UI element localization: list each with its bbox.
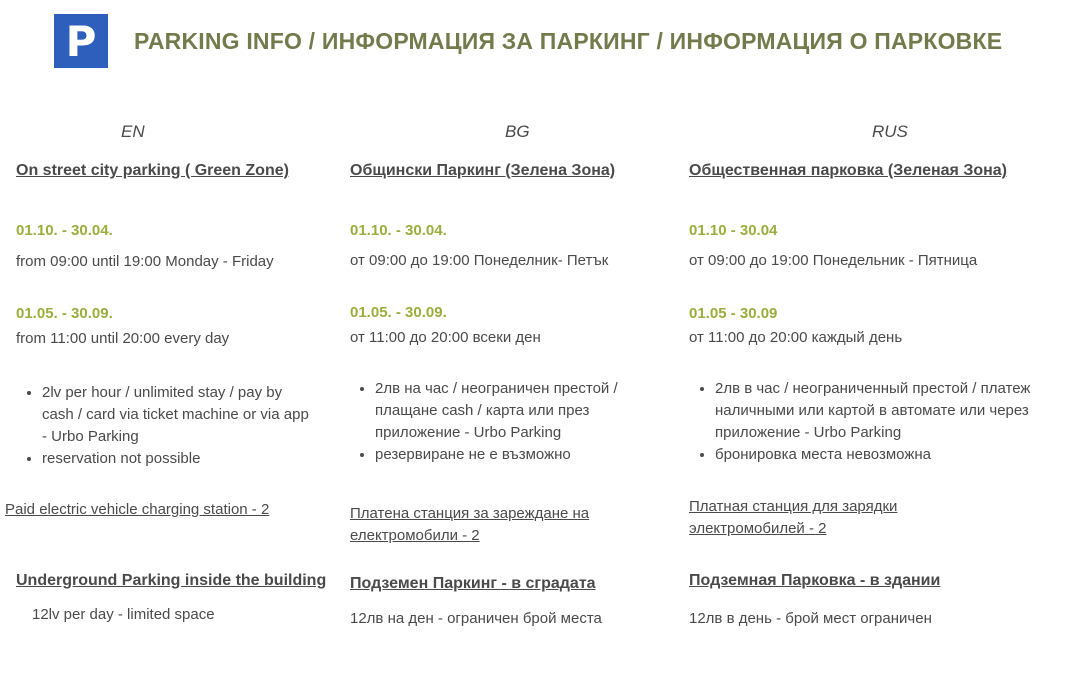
summer-hours: от 11:00 до 20:00 всеки ден (350, 329, 541, 346)
list-item: • reservation not possible (42, 448, 312, 470)
charging-station-text: Платная станция для зарядки электромобилей - 2 (689, 498, 898, 537)
underground-price: 12лв в день - брой мест ограничен (689, 610, 932, 627)
underground-price: 12лв на ден - ограничен брой места (350, 610, 602, 627)
list-item: • резервиране не е възможно (375, 444, 675, 466)
charging-station-text: Paid electric vehicle charging station - 2 (5, 501, 270, 518)
list-item: • 2lv per hour / unlimited stay / pay by cash / card via ticket machine or via app - Urbo Parking (42, 382, 312, 448)
summer-dates: 01.05. - 30.09. (16, 305, 113, 322)
summer-dates: 01.05 - 30.09 (689, 305, 778, 322)
street-parking-heading: Общински Паркинг (Зелена Зона) (350, 162, 616, 179)
street-parking-heading: Общественная парковка (Зеленая Зона) (689, 162, 1008, 179)
underground-price: 12lv per day - limited space (32, 606, 215, 623)
list-item: • 2лв на час / неограничен престой / плащане cash / карта или през приложение - Urbo Parking (375, 378, 675, 444)
underground-parking-heading: Подземная Парковка - в здании (689, 572, 941, 589)
rates-list (689, 378, 1080, 466)
rates-list (16, 382, 312, 470)
list-item: • бронировка места невозможна (715, 444, 1080, 466)
summer-dates: 01.05. - 30.09. (350, 304, 447, 321)
rates-list (349, 378, 675, 466)
language-label-en: EN (121, 122, 145, 141)
page-title: PARKING INFO / ИНФОРМАЦИЯ ЗА ПАРКИНГ / ИНФОРМАЦИЯ О ПАРКОВКЕ (134, 28, 1003, 54)
winter-hours: от 09:00 до 19:00 Понеделник- Петък (350, 252, 609, 269)
underground-parking-heading: Underground Parking inside the building (16, 572, 327, 589)
language-label-ru: RUS (872, 122, 908, 141)
winter-dates: 01.10. - 30.04. (350, 222, 447, 239)
winter-hours: от 09:00 до 19:00 Понедельник - Пятница (689, 252, 978, 269)
parking-logo-icon: P (54, 14, 108, 68)
list-item: • 2лв в час / неограниченный престой / платеж наличными или картой в автомате или через приложение - Urbo Parking (715, 378, 1080, 444)
winter-dates: 01.10. - 30.04. (16, 222, 113, 239)
language-label-bg: BG (505, 122, 530, 141)
winter-dates: 01.10 - 30.04 (689, 222, 778, 239)
charging-station-text: Платена станция за зареждане на електромобили - 2 (350, 505, 590, 544)
winter-hours: from 09:00 until 19:00 Monday - Friday (16, 253, 274, 270)
summer-hours: от 11:00 до 20:00 каждый день (689, 329, 903, 346)
summer-hours: from 11:00 until 20:00 every day (16, 330, 230, 347)
street-parking-heading: On street city parking ( Green Zone) (16, 162, 289, 179)
underground-parking-heading: Подземен Паркинг - в сградата (350, 575, 596, 592)
